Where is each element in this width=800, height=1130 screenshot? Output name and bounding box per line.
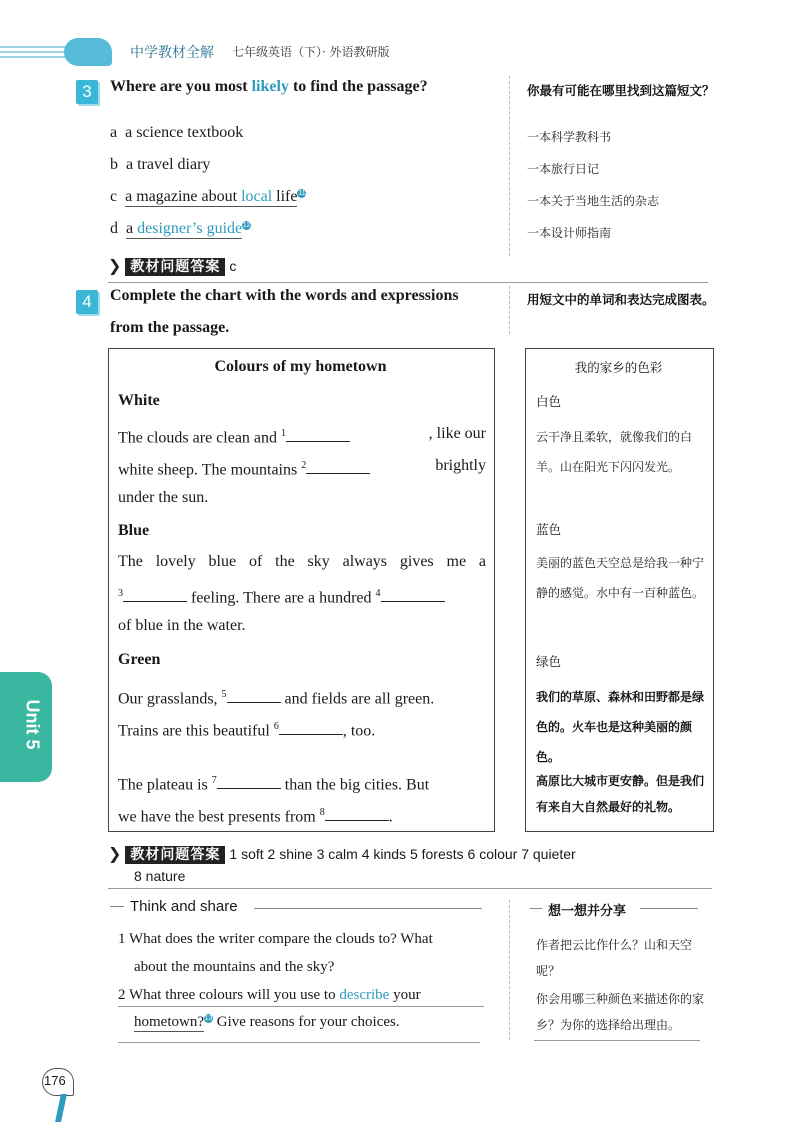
q4-title-line1: Complete the chart with the words and expressions bbox=[110, 287, 459, 304]
cn-green-text: 我们的草原、森林和田野都是绿色的。火车也是这种美丽的颜色。 bbox=[536, 690, 705, 764]
q3-cn-title: 你最有可能在哪里找到这篇短文？ bbox=[527, 83, 715, 98]
q4-answer-line2: 8 nature bbox=[134, 868, 186, 884]
column-divider bbox=[509, 76, 510, 256]
blank-7[interactable] bbox=[217, 776, 281, 789]
cn-chart-title: 我的家乡的色彩 bbox=[574, 360, 663, 375]
blank-3[interactable] bbox=[123, 589, 187, 602]
think-title-rule bbox=[254, 908, 482, 909]
cn-blue-text: 美丽的蓝色天空总是给我一种宁静的感觉。水中有一百种蓝色。 bbox=[536, 556, 705, 600]
think-q2-line2: hometown?13 Give reasons for your choices. bbox=[134, 1014, 400, 1030]
think-q1-line2: about the mountains and the sky? bbox=[134, 959, 335, 975]
answer-label: 教材问题答案 bbox=[125, 846, 225, 864]
green-line-1: Our grasslands, $^5$ and fields are all green. bbox=[118, 689, 435, 708]
note-marker: 12 bbox=[242, 221, 251, 229]
q4-title-line2: from the passage. bbox=[110, 319, 230, 336]
blue-line-3: of blue in the water. bbox=[118, 617, 246, 634]
blank-6[interactable] bbox=[279, 722, 343, 735]
think-q2-line1: 2 What three colours will you use to describe your bbox=[118, 987, 484, 1007]
cn-white-heading: 白色 bbox=[536, 394, 562, 409]
think-bottom-rule bbox=[118, 1042, 480, 1043]
chevron-right-icon: ❯ bbox=[108, 256, 122, 275]
column-divider bbox=[509, 900, 510, 1040]
chart-title: Colours of my hometown bbox=[214, 358, 387, 375]
think-cn-q1: 作者把云比作什么？山和天空呢？ bbox=[536, 938, 693, 978]
think-cn-title-rule bbox=[530, 908, 542, 909]
green-line-2: Trains are this beautiful $^6$ , too. bbox=[118, 721, 376, 740]
blue-heading: Blue bbox=[118, 522, 150, 539]
blue-line-2: $^3$ feeling. There are a hundred $^4$ bbox=[118, 578, 486, 614]
plateau-line-2: we have the best presents from $^8$ . bbox=[118, 807, 393, 826]
white-line-1: The clouds are clean and $^1$ , like our bbox=[118, 425, 486, 447]
q3-answer: c bbox=[229, 258, 237, 274]
section-divider bbox=[108, 888, 712, 889]
q3-option-c: c a magazine about local life11 bbox=[110, 188, 306, 205]
think-q1-line1: 1 What does the writer compare the clouds to? What bbox=[118, 931, 433, 947]
page-number-stroke-icon bbox=[55, 1094, 67, 1122]
think-title: Think and share bbox=[130, 898, 238, 915]
q3-cn-option-b: 一本旅行日记 bbox=[527, 162, 600, 176]
think-cn-bottom-rule bbox=[534, 1040, 700, 1041]
q3-cn-option-a: 一本科学教科书 bbox=[527, 130, 612, 144]
q3-cn-option-c: 一本关于当地生活的杂志 bbox=[527, 194, 660, 208]
q4-cn-title: 用短文中的单词和表达完成图表。 bbox=[527, 292, 715, 307]
blank-1[interactable] bbox=[286, 429, 350, 442]
q4-answer-row bbox=[108, 844, 576, 864]
q3-title: Where are you most likely to find the passage? bbox=[110, 78, 428, 95]
cn-plateau-text: 高原比大城市更安静。但是我们有来自大自然最好的礼物。 bbox=[536, 774, 705, 814]
header-logo-icon bbox=[64, 38, 112, 66]
chevron-right-icon: ❯ bbox=[108, 844, 122, 863]
page-number: 176 bbox=[44, 1073, 66, 1088]
note-marker: 13 bbox=[204, 1015, 213, 1022]
section-divider bbox=[108, 282, 708, 283]
q4-answer-line1: 1 soft 2 shine 3 calm 4 kinds 5 forests 6 colour 7 quieter bbox=[229, 846, 576, 862]
unit-side-tab-label: Unit 5 bbox=[22, 699, 43, 750]
blank-4[interactable] bbox=[381, 589, 445, 602]
blank-8[interactable] bbox=[325, 808, 389, 821]
think-cn-title-rule bbox=[640, 908, 698, 909]
column-divider bbox=[509, 286, 510, 334]
q3-cn-option-d: 一本设计师指南 bbox=[527, 226, 612, 240]
cn-white-text: 云干净且柔软，就像我们的白羊。山在阳光下闪闪发光。 bbox=[536, 430, 693, 474]
question-number-4: 4 bbox=[76, 290, 98, 314]
q3-option-a: a a science textbook bbox=[110, 124, 244, 141]
plateau-line-1: The plateau is $^7$ than the big cities. But bbox=[118, 775, 430, 794]
green-heading: Green bbox=[118, 651, 161, 668]
question-number-3: 3 bbox=[76, 80, 98, 104]
white-line-2: white sheep. The mountains $^2$ brightly bbox=[118, 457, 486, 479]
think-cn-title: 想一想并分享 bbox=[548, 904, 627, 919]
white-heading: White bbox=[118, 392, 160, 409]
blank-5[interactable] bbox=[227, 690, 281, 703]
q3-answer-row bbox=[108, 256, 236, 276]
cn-blue-heading: 蓝色 bbox=[536, 522, 562, 537]
blue-line-1: The lovely blue of the sky always gives me a bbox=[118, 553, 486, 570]
note-marker: 11 bbox=[298, 189, 306, 197]
q3-option-d: d a designer’s guide12 bbox=[110, 220, 251, 237]
think-cn-q2: 你会用哪三种颜色来描述你的家乡？为你的选择给出理由。 bbox=[536, 992, 705, 1032]
blank-2[interactable] bbox=[306, 461, 370, 474]
header-series-title: 中学教材全解 bbox=[130, 45, 214, 61]
white-line-3: under the sun. bbox=[118, 489, 209, 506]
think-title-rule bbox=[110, 906, 124, 907]
header-book-title: 七年级英语（下）· 外语教研版 bbox=[232, 45, 390, 59]
answer-label: 教材问题答案 bbox=[125, 258, 225, 276]
cn-green-heading: 绿色 bbox=[536, 654, 562, 669]
q3-option-b: b a travel diary bbox=[110, 156, 211, 173]
